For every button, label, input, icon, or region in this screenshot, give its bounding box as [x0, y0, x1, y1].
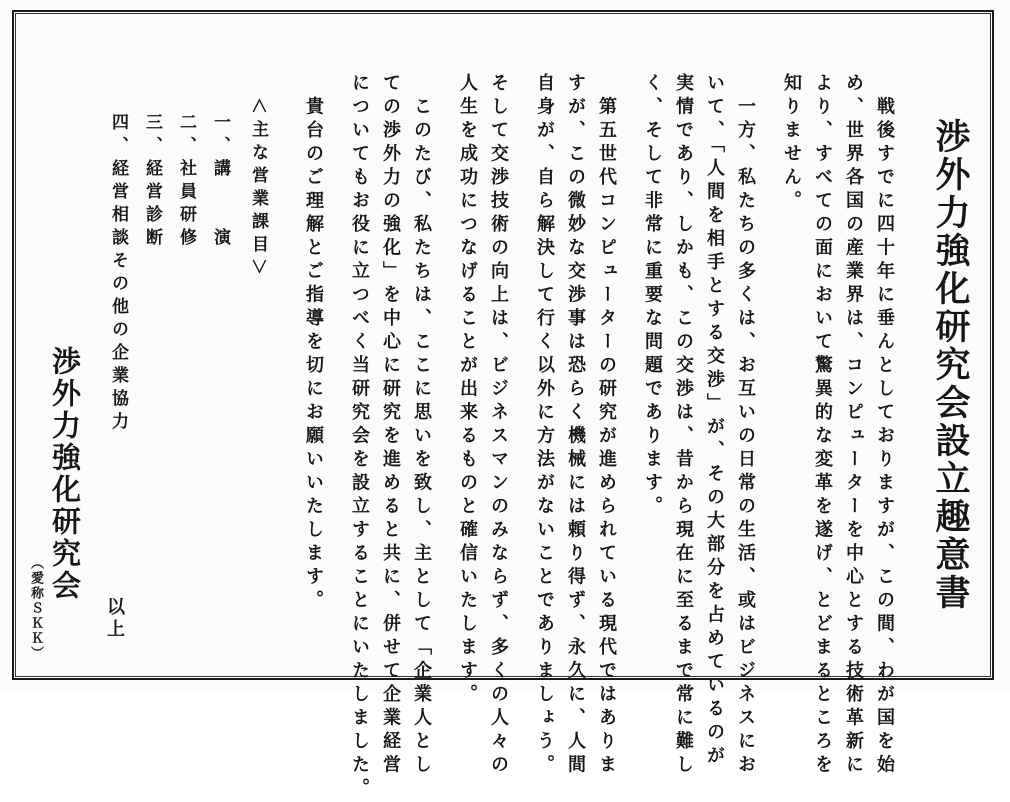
body-line-15: ての渉外力の強化」を中心に研究を進めると共に、併せて企業経営	[380, 73, 401, 778]
body-line-7: 実情であり、しかも、この交渉は、昔から現在に至るまで常に難し	[673, 73, 694, 778]
closing-text: 以上	[104, 597, 125, 641]
document-title: 渉外力強化研究会設立趣意書	[930, 118, 970, 612]
body-line-10: すが、この微妙な交渉事は恐らく機械には頼り得ず、永久に、人間	[565, 73, 586, 778]
body-line-1: 戦後すでに四十年に垂んとしておりますが、この間、わが国を始	[874, 73, 895, 778]
organization-abbreviation: （愛称ＳＫＫ）	[28, 556, 43, 661]
body-line-5: 一方、私たちの多くは、お互いの日常の生活、或はビジネスにお	[735, 73, 756, 778]
business-item-2: 二、社員研修	[176, 113, 196, 251]
business-item-1: 一、講 演	[210, 113, 230, 251]
body-line-11: 自身が、自ら解決して行く以外に方法がないことでありましょう。	[534, 73, 555, 778]
business-item-3: 三、経営診断	[142, 113, 162, 251]
body-line-12: そして交渉技術の向上は、ビジネスマンのみならず、多くの人々の	[488, 73, 509, 778]
body-line-6: いて、「人間を相手とする交渉」が、その大部分を占めているのが	[704, 73, 725, 769]
business-item-4: 四、経営相談その他の企業協力	[108, 113, 128, 435]
body-line-2: め、世界各国の産業界は、コンピューターを中心とする技術革新に	[843, 73, 864, 778]
body-line-14: このたび、私たちは、ここに思いを致し、主として「企業人とし	[411, 73, 432, 778]
body-line-3: より、すべての面において驚異的な変革を遂げ、とどまるところを	[812, 73, 833, 778]
body-line-13: 人生を成功につなげることが出来るものと確信いたします。	[457, 73, 478, 708]
body-line-9: 第五世代コンピューターの研究が進められている現代ではありま	[596, 73, 617, 778]
body-line-16: についてもお役に立つべく当研究会を設立することにいたしました。	[349, 73, 370, 802]
body-line-4: 知りません。	[781, 73, 802, 214]
organization-name: 渉外力強化研究会	[48, 346, 82, 602]
body-line-8: く、そして非常に重要な問題であります。	[642, 73, 663, 520]
business-heading: ＜主な営業課目＞	[248, 97, 268, 281]
body-line-17: 貴台のご理解とご指導を切にお願いいたします。	[303, 73, 324, 614]
